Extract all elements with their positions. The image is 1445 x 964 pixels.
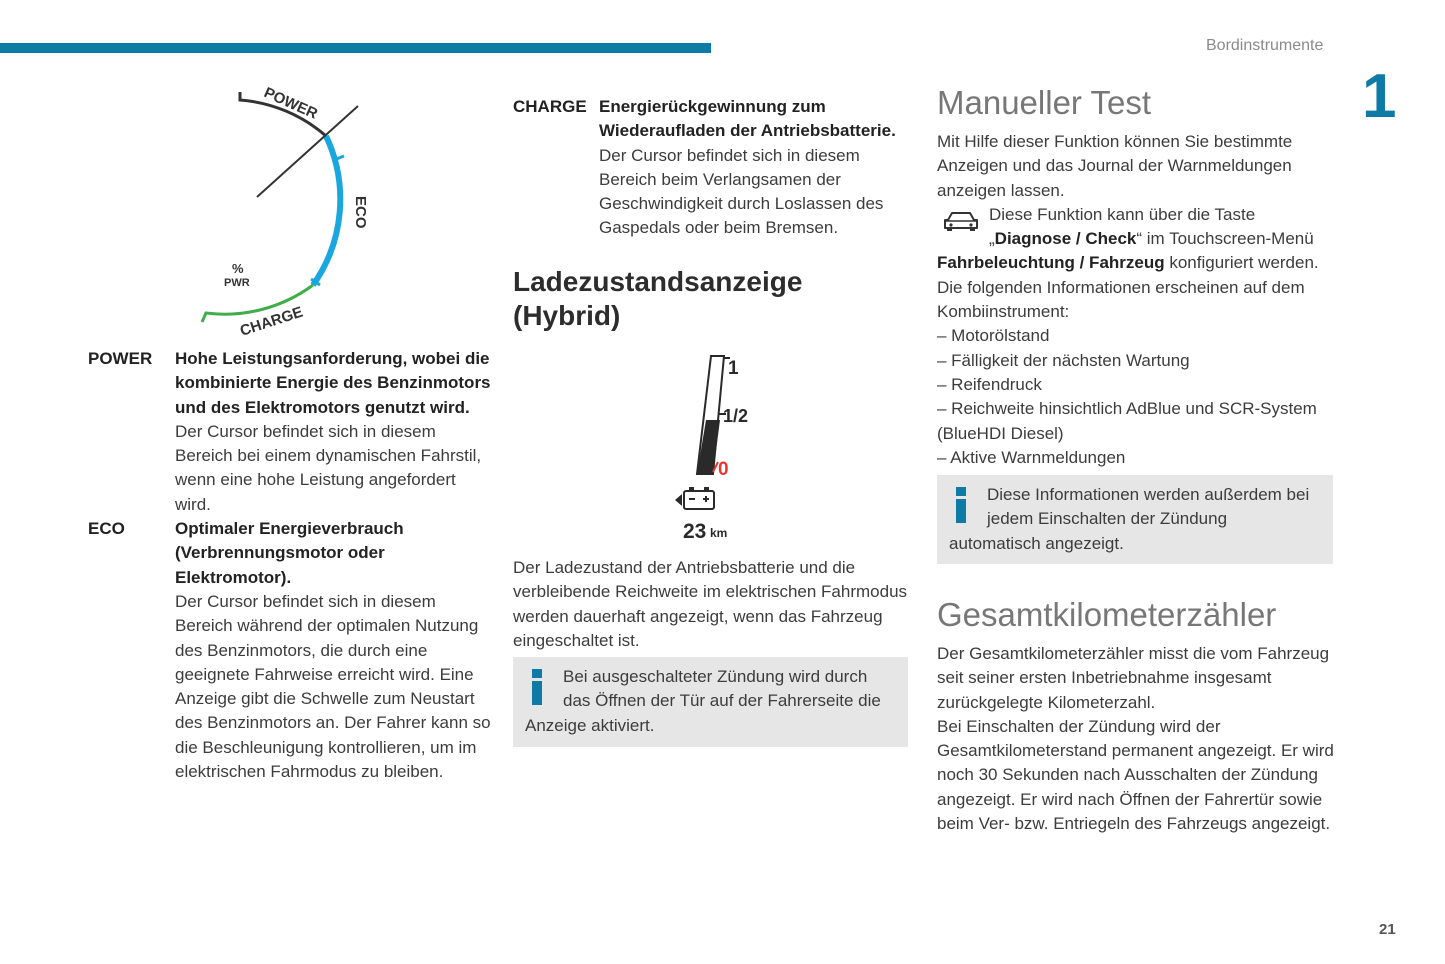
list-item: – Reifendruck (937, 374, 1042, 394)
battery-charge-gauge-figure (670, 350, 760, 545)
gauge-label-percent: % (232, 261, 244, 276)
config-post: konfiguriert werden. (1164, 253, 1319, 273)
gauge-label-eco: ECO (352, 196, 369, 229)
mode-term: ECO (88, 519, 125, 539)
hybrid-heading-line2: (Hybrid) (513, 300, 621, 331)
info-box-manual-test (937, 475, 1333, 564)
list-item: – Fälligkeit der nächsten Wartung (937, 350, 1190, 370)
mode-charge (513, 95, 908, 241)
mode-eco (88, 517, 493, 784)
list-item: – Aktive Warnmeldungen (937, 447, 1126, 467)
info-box-hybrid (513, 657, 908, 747)
list-item: – Reichweite hinsichtlich AdBlue und SCR-System (BlueHDI Diesel) (937, 399, 1317, 443)
config-note-line1 (989, 203, 1337, 252)
mode-text: Der Cursor befindet sich in diesem Bereich beim Verlangsamen der Geschwindigkeit durch Loslassen des Gaspedals oder beim Bremsen. (599, 145, 884, 238)
header-accent-bar (0, 43, 711, 53)
range-unit: km (710, 526, 728, 540)
info-icon (525, 669, 549, 705)
mode-term: CHARGE (513, 97, 587, 116)
menu-path: Fahrbeleuchtung / Fahrzeug (937, 253, 1165, 273)
odometer-text-2: Bei Einschalten der Zündung wird der Gesamtkilometerstand permanent angezeigt. Er wird noch 30 Sekunden nach Ausschalten der Zündung angezeigt. Er wird nach Öffnen der Fahrertür sowie beim Ver- bzw. Entriegeln des Fahrzeugs angezeigt. (937, 716, 1334, 834)
mode-title: Energierückgewinnung zum Wiederaufladen der Antriebsbatterie. (599, 97, 896, 141)
manual-test-intro: Mit Hilfe dieser Funktion können Sie bestimmte Anzeigen und das Journal der Warnmeldungen anzeigen lassen. (937, 132, 1293, 200)
mode-definition-list (88, 347, 493, 784)
config-pre: Diese Funktion kann über die Taste „ (989, 204, 1256, 249)
odometer-heading: Gesamtkilometerzähler (937, 596, 1277, 633)
chapter-number: 1 (1362, 62, 1397, 131)
mode-term: POWER (88, 349, 153, 368)
mode-text: Der Cursor befindet sich in diesem Bereich während der optimalen Nutzung des Benzinmotors, die durch eine geeignete Fahrweise erreicht wird. Eine Anzeige gibt die Schwelle zum Neustart des Benzinmotors an. Der Fahrer kann so die Beschleunigung kontrollieren, um im elektrischen Fahrmodus zu bleiben. (175, 591, 491, 782)
hybrid-heading-line1: Ladezustandsanzeige (513, 266, 803, 297)
list-item: – Motorölstand (937, 326, 1050, 346)
gauge-label-power: POWER (261, 84, 321, 123)
info-text: Diese Informationen werden außerdem bei jedem Einschalten der Zündung automatisch angezeigt. (949, 485, 1310, 553)
range-value: 23 (683, 520, 707, 543)
label-full: 1 (728, 358, 739, 379)
mode-title: Hohe Leistungsanforderung, wobei die kombinierte Energie des Benzinmotors und des Elektromotors genutzt wird. (175, 349, 491, 417)
hybrid-description: Der Ladezustand der Antriebsbatterie und die verbleibende Reichweite im elektrischen Fahrmodus werden dauerhaft angezeigt, wenn das Fahrzeug eingeschaltet ist. (513, 558, 908, 650)
odometer-text-1: Der Gesamtkilometerzähler misst die vom Fahrzeug seit seiner ersten Inbetriebnahme insgesamt zurückgelegte Kilometerzahl. (937, 644, 1330, 712)
label-half: 1/2 (723, 406, 749, 426)
mode-power (88, 347, 493, 517)
config-note-line2 (937, 251, 1337, 275)
mode-title: Optimaler Energieverbrauch (Verbrennungsmotor oder Elektromotor). (175, 519, 404, 587)
diagnose-check-key: Diagnose / Check (994, 229, 1137, 249)
gauge-label-pwr: PWR (224, 277, 250, 289)
info-icon (949, 487, 973, 523)
info-text: Bei ausgeschalteter Zündung wird durch das Öffnen der Tür auf der Fahrerseite die Anzeige aktiviert. (525, 667, 881, 735)
list-intro: Die folgenden Informationen erscheinen auf dem Kombiinstrument: (937, 277, 1305, 322)
manual-test-heading: Manueller Test (937, 84, 1152, 121)
hybrid-heading (513, 265, 802, 333)
config-mid: “ im Touchscreen-Menü (1136, 229, 1314, 249)
info-list (937, 324, 1337, 470)
page-number: 21 (1379, 921, 1396, 938)
car-icon (937, 205, 989, 235)
gauge-label-charge: CHARGE (237, 303, 306, 340)
mode-text: Der Cursor befindet sich in diesem Bereich bei einem dynamischen Fahrstil, wenn eine hohe Leistung angefordert wird. (175, 421, 482, 514)
label-empty: 0 (718, 459, 729, 480)
section-title: Bordinstrumente (1206, 37, 1324, 54)
battery-plug-icon (675, 487, 714, 509)
power-gauge-figure (190, 74, 380, 344)
